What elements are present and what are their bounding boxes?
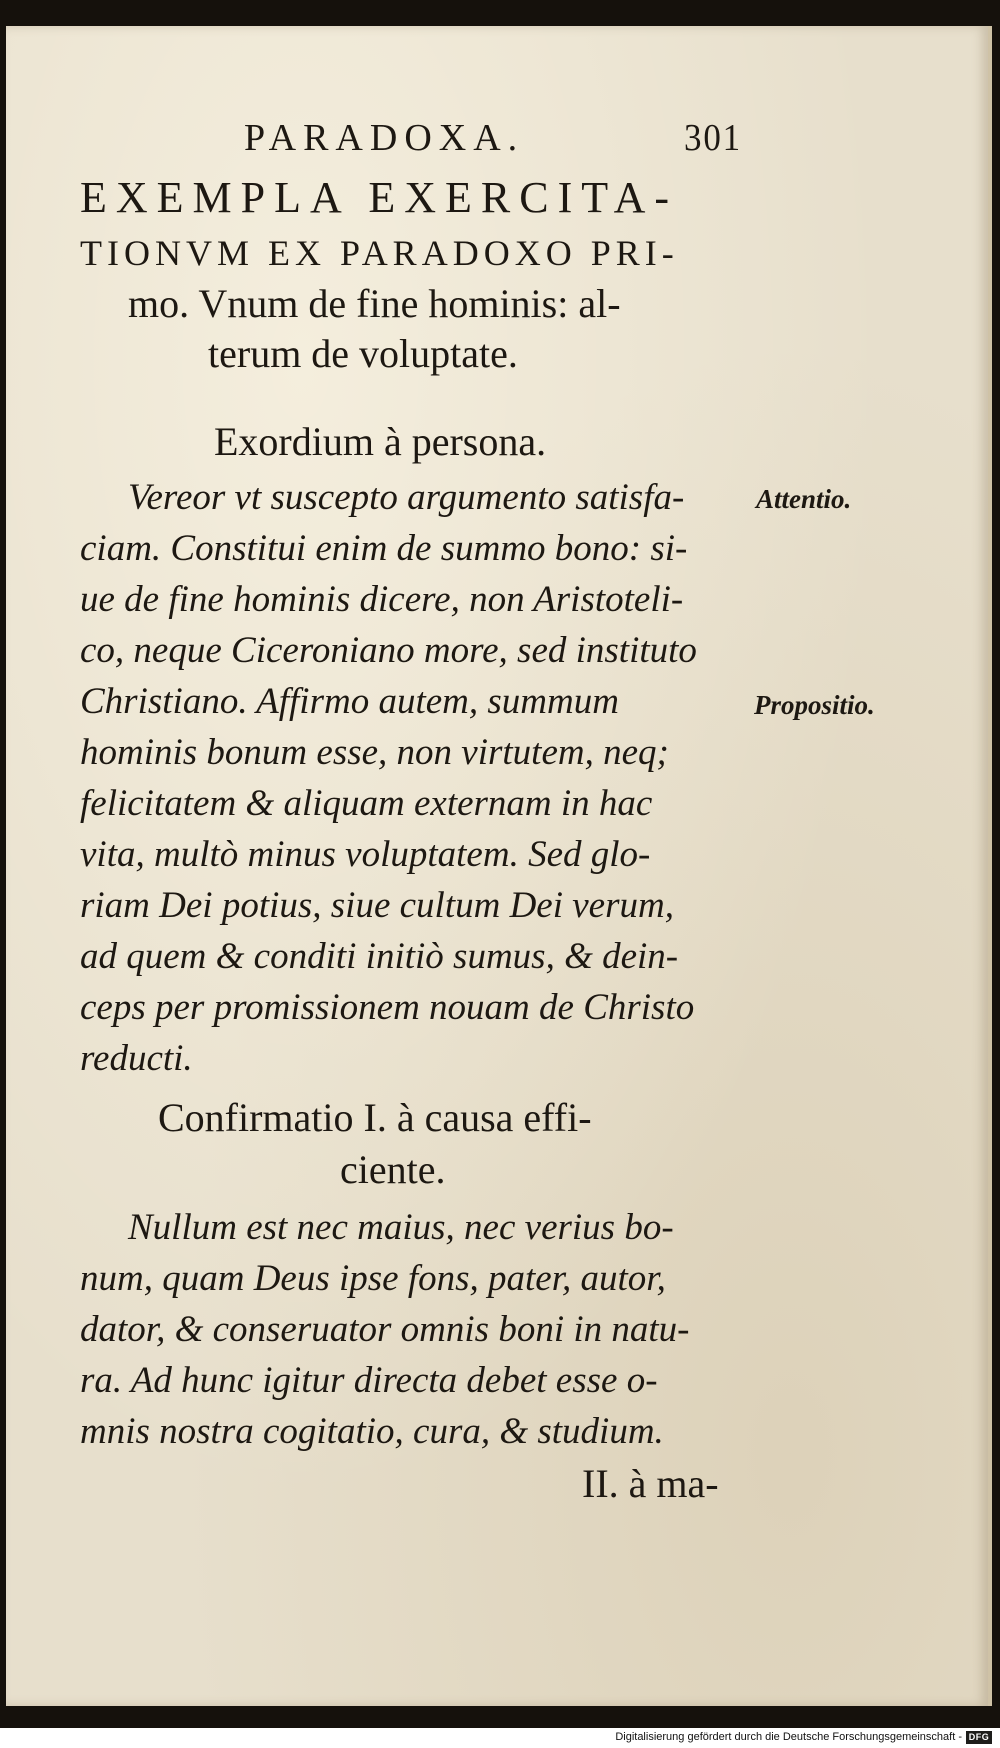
section-heading-confirmatio-cont: ciente. <box>340 1147 446 1192</box>
dfg-logo: DFG <box>966 1731 992 1744</box>
text-line: vita, multò minus voluptatem. Sed glo- <box>80 834 651 875</box>
title-line-2: TIONVM EX PARADOXO PRI- <box>80 233 679 273</box>
title-line-4: terum de voluptate. <box>208 331 518 376</box>
text-line: ciam. Constitui enim de summo bono: si- <box>80 528 688 569</box>
text-line: num, quam Deus ipse fons, pater, autor, <box>80 1258 666 1299</box>
running-title: PARADOXA. <box>244 117 525 159</box>
text-line: Vereor vt suscepto argumento satisfa- <box>128 477 685 518</box>
title-line-1: EXEMPLA EXERCITA- <box>80 173 679 222</box>
section-heading-confirmatio: Confirmatio I. à causa effi- <box>158 1095 592 1140</box>
text-line: felicitatem & aliquam externam in hac <box>80 783 653 824</box>
margin-note-attentio: Attentio. <box>756 484 852 514</box>
page-number: 301 <box>684 117 743 159</box>
text-line: ra. Ad hunc igitur directa debet esse o- <box>80 1360 658 1401</box>
footer-text: Digitalisierung gefördert durch die Deutsche Forschungsgemeinschaft - <box>615 1731 962 1743</box>
text-line: ue de fine hominis dicere, non Aristoteli- <box>80 579 684 620</box>
text-line: ceps per promissionem nouam de Christo <box>80 987 695 1028</box>
text-line: reducti. <box>80 1038 193 1079</box>
section-heading-exordium: Exordium à persona. <box>214 419 547 464</box>
text-line: Nullum est nec maius, nec verius bo- <box>128 1207 674 1248</box>
title-line-3: mo. Vnum de fine hominis: al- <box>128 281 621 326</box>
catchword: II. à ma- <box>582 1461 719 1506</box>
text-line: riam Dei potius, siue cultum Dei verum, <box>80 885 674 926</box>
text-line: mnis nostra cogitatio, cura, & studium. <box>80 1411 664 1452</box>
text-line: hominis bonum esse, non virtutem, neq; <box>80 732 669 773</box>
text-line: Christiano. Affirmo autem, summum <box>80 681 619 722</box>
text-line: ad quem & conditi initiò sumus, & dein- <box>80 936 679 977</box>
margin-note-propositio: Propositio. <box>754 690 875 720</box>
text-line: co, neque Ciceroniano more, sed instituto <box>80 630 697 671</box>
digitization-footer <box>0 1728 1000 1748</box>
text-line: dator, & conseruator omnis boni in natu- <box>80 1309 690 1350</box>
